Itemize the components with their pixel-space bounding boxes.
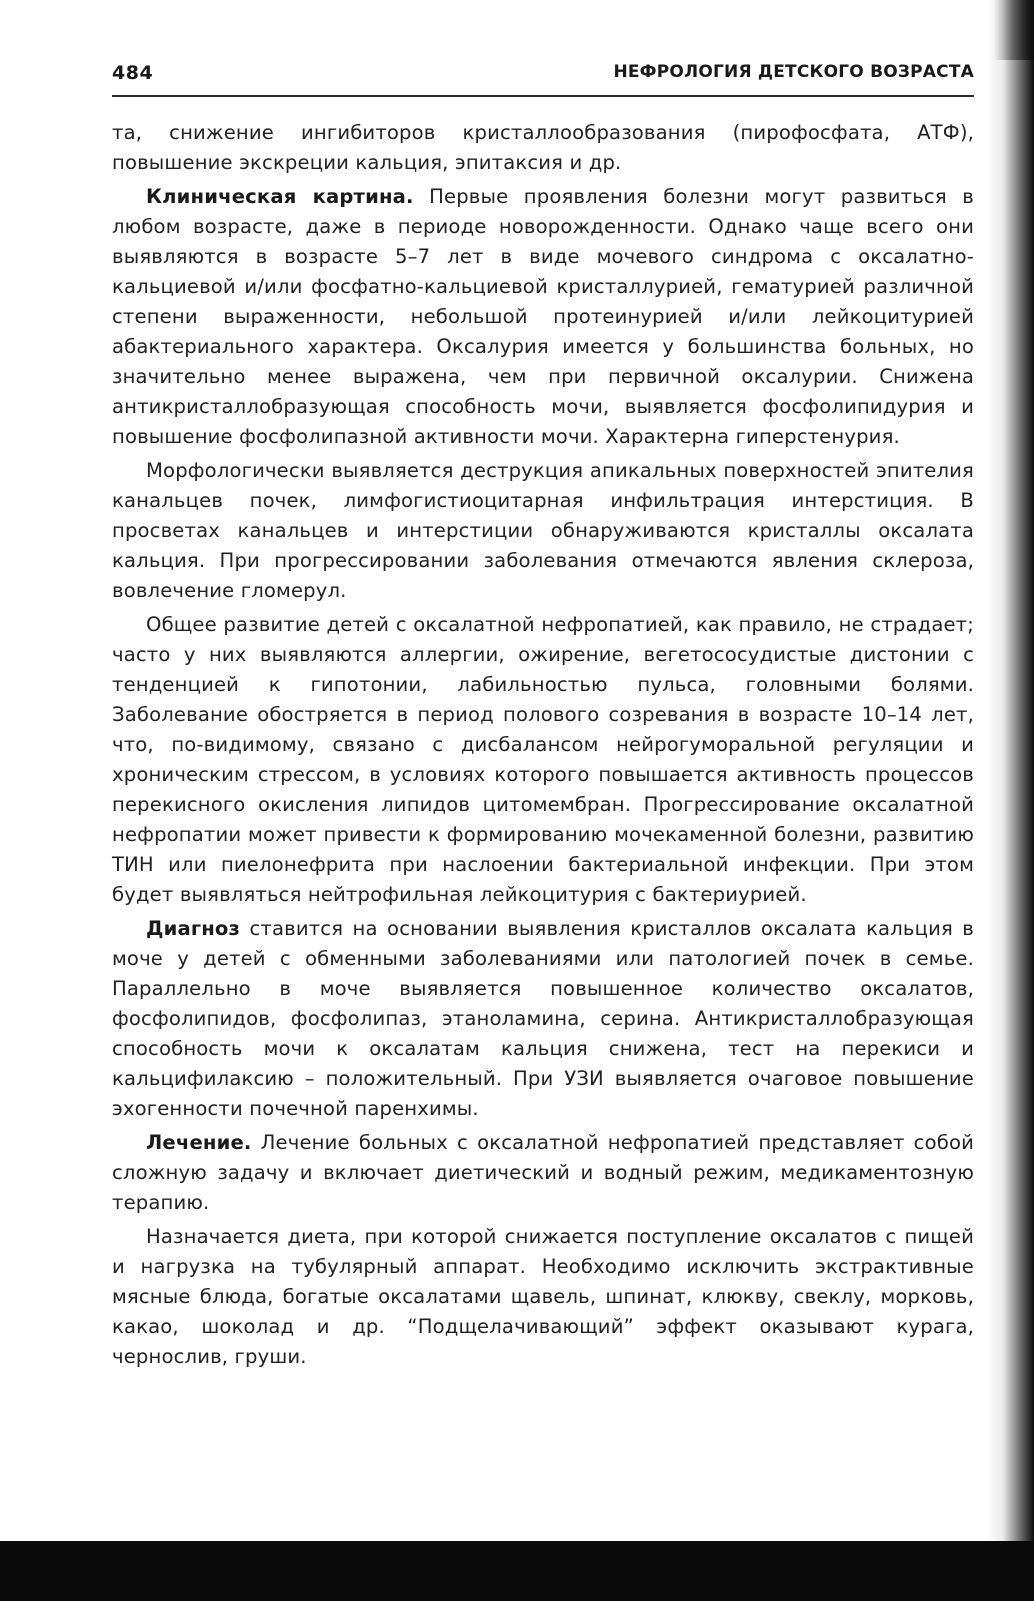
paragraph-text: Назначается диета, при которой снижается поступление оксалатов с пищей и нагрузка на тубулярный аппарат. Необходимо исключить экстрактивные мясные блюда, богатые оксалатами щавель, шпинат, клюкву, свеклу, морковь, какао, шоколад и др. “Подщелачивающий” эффект оказывают курага, чернослив, груши. <box>112 1225 974 1368</box>
paragraph-text: ставится на основании выявления кристаллов оксалата кальция в моче у детей с обменными заболеваниями или патологией почек в семье. Параллельно в моче выявляется повышенное количество оксалатов, фосфолипидов, фосфолипаз, этаноламина, серина. Антикристаллобразующая способность мочи к оксалатам кальция снижена, тест на перекиси и кальцифилаксию – положительный. При УЗИ выявляется очаговое повышение эхогенности почечной паренхимы. <box>112 917 974 1120</box>
paragraph-clinical-picture <box>112 182 974 452</box>
paragraph-text: та, снижение ингибиторов кристаллообразования (пирофосфата, АТФ), повышение экскреции кальция, эпитаксия и др. <box>112 121 974 174</box>
section-lead-diagnosis: Диагноз <box>146 917 241 940</box>
scan-bottom-border <box>0 1541 1034 1601</box>
section-lead-clinical-picture: Клиническая картина. <box>146 185 414 208</box>
page-edge-shadow <box>986 0 1034 1601</box>
page-number: 484 <box>112 62 154 84</box>
paragraph-morphology <box>112 456 974 606</box>
paragraph-text: Первые проявления болезни могут развиться в любом возрасте, даже в периоде новорожденности. Однако чаще всего они выявляются в возрасте 5–7 лет в виде мочевого синдрома с оксалатно-кальциевой и/или фосфатно-кальциевой кристаллурией, гематурией различной степени выраженности, небольшой протеинурией и/или лейкоцитурией абактериального характера. Оксалурия имеется у большинства больных, но значительно менее выражена, чем при первичной оксалурии. Снижена антикристаллобразующая способность мочи, выявляется фосфолипидурия и повышение фосфолипазной активности мочи. Характерна гиперстенурия. <box>112 185 974 448</box>
paragraph-continuation <box>112 118 974 178</box>
paragraph-general-development <box>112 610 974 910</box>
running-title: НЕФРОЛОГИЯ ДЕТСКОГО ВОЗРАСТА <box>613 62 974 82</box>
paragraph-diagnosis <box>112 914 974 1124</box>
paragraph-text: Лечение больных с оксалатной нефропатией представляет собой сложную задачу и включает диетический и водный режим, медикаментозную терапию. <box>112 1131 974 1214</box>
section-lead-treatment: Лечение. <box>146 1131 252 1154</box>
header-rule <box>112 95 974 97</box>
paragraph-text: Общее развитие детей с оксалатной нефропатией, как правило, не страдает; часто у них выявляются аллергии, ожирение, вегетососудистые дистонии с тенденцией к гипотонии, лабильностью пульса, головными болями. Заболевание обостряется в период полового созревания в возрасте 10–14 лет, что, по-видимому, связано с дисбалансом нейрогуморальной регуляции и хроническим стрессом, в условиях которого повышается активность процессов перекисного окисления липидов цитомембран. Прогрессирование оксалатной нефропатии может привести к формированию мочекаменной болезни, развитию ТИН или пиелонефрита при наслоении бактериальной инфекции. При этом будет выявляться нейтрофильная лейкоцитурия с бактериурией. <box>112 613 974 906</box>
paragraph-treatment <box>112 1128 974 1218</box>
body-text <box>112 118 974 1376</box>
paragraph-text: Морфологически выявляется деструкция апикальных поверхностей эпителия канальцев почек, лимфогистиоцитарная инфильтрация интерстиция. В просветах канальцев и интерстиции обнаруживаются кристаллы оксалата кальция. При прогрессировании заболевания отмечаются явления склероза, вовлечение гломерул. <box>112 459 974 602</box>
page-header <box>112 62 974 92</box>
paragraph-diet <box>112 1222 974 1372</box>
